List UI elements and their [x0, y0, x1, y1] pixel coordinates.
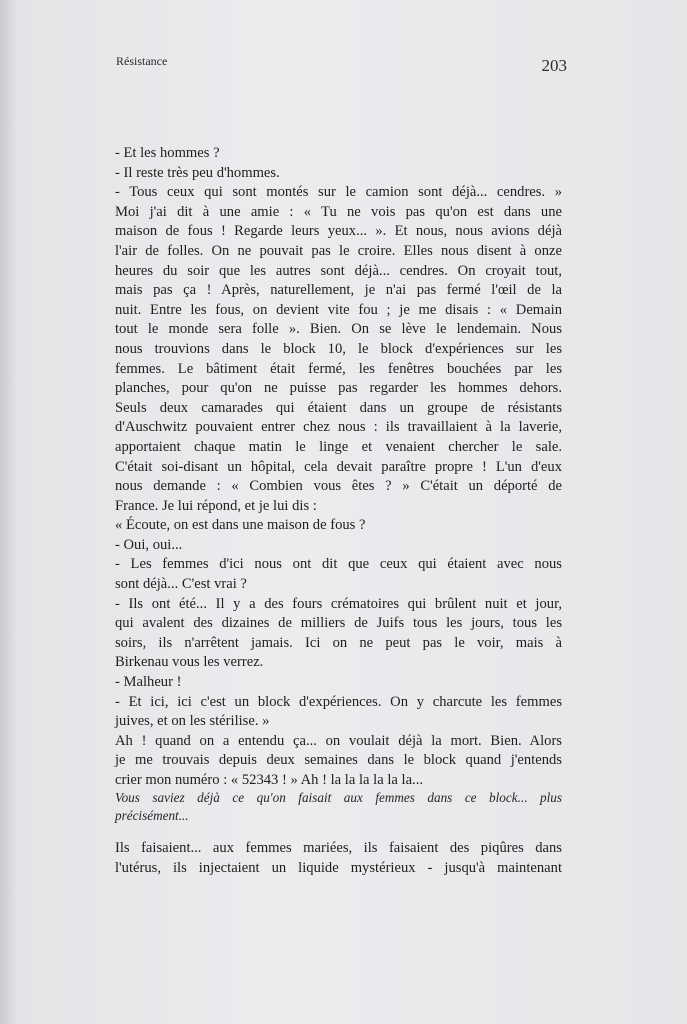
text-line: je me trouvais depuis deux semaines dans le block quand j'entends: [115, 752, 562, 769]
text-line: tout le monde sera folle ». Bien. On se lève le lendemain. Nous: [115, 321, 562, 338]
text-line: - Et les hommes ?: [115, 145, 220, 161]
text-line: d'Auschwitz pouvaient entrer chez nous : ils travaillaient à la laverie,: [115, 419, 562, 436]
text-line: précisément...: [115, 808, 189, 823]
text-line: nous demande : « Combien vous êtes ? » C'était un déporté de: [115, 478, 562, 495]
text-line: l'utérus, ils injectaient un liquide mystérieux - jusqu'à maintenant: [115, 859, 562, 876]
text-line: heures du soir que les autres sont déjà... cendres. On croyait tout,: [115, 262, 562, 279]
text-line: qui avalent des dizaines de milliers de Juifs tous les jours, tous les: [115, 615, 562, 632]
text-line: maison de fous ! Regarde leurs yeux... ». Et nous, nous avions déjà: [115, 223, 562, 240]
text-line: - Tous ceux qui sont montés sur le camion sont déjà... cendres. »: [115, 184, 562, 201]
text-line: Vous saviez déjà ce qu'on faisait aux femmes dans ce block... plus: [115, 790, 562, 805]
answer-text: [115, 839, 562, 878]
text-line: crier mon numéro : « 52343 ! » Ah ! la la la la la la...: [115, 772, 424, 788]
text-line: soirs, ils n'arrêtent jamais. Ici on ne peut pas le voir, mais à: [115, 634, 562, 651]
text-line: Ils faisaient... aux femmes mariées, ils faisaient des piqûres dans: [115, 840, 562, 856]
text-line: - Malheur !: [115, 674, 182, 691]
text-line: nous trouvions dans le block 10, le block d'expériences sur les: [115, 340, 562, 357]
page-number: 203: [541, 56, 567, 75]
text-line: Ah ! quand on a entendu ça... on voulait déjà la mort. Bien. Alors: [115, 732, 562, 749]
text-line: juives, et on les stérilise. »: [115, 713, 270, 730]
text-line: « Écoute, on est dans une maison de fous ?: [115, 517, 366, 534]
text-line: sont déjà... C'est vrai ?: [115, 576, 247, 593]
text-line: - Il reste très peu d'hommes.: [115, 164, 280, 181]
text-line: Birkenau vous les verrez.: [115, 654, 264, 671]
text-line: C'était soi-disant un hôpital, cela devait paraître propre ! L'un d'eux: [115, 458, 562, 475]
text-line: femmes. Le bâtiment était fermé, les fenêtres bouchées par les: [115, 360, 562, 377]
text-line: mais pas ça ! Après, naturellement, je n'ai pas fermé l'œil de la: [115, 282, 562, 299]
interviewer-question: [115, 789, 562, 825]
text-line: nuit. Entre les fous, on devient vite fou ; je me disais : « Demain: [115, 301, 562, 318]
spine-shadow: [0, 0, 18, 1024]
text-line: Moi j'ai dit à une amie : « Tu ne vois pas qu'on est dans une: [115, 203, 562, 220]
text-line: France. Je lui répond, et je lui dis :: [115, 497, 317, 514]
text-line: - Oui, oui...: [115, 536, 183, 553]
text-line: - Et ici, ici c'est un block d'expériences. On y charcute les femmes: [115, 693, 562, 710]
text-line: - Les femmes d'ici nous ont dit que ceux qui étaient avec nous: [115, 556, 562, 573]
body-text: [115, 144, 562, 791]
running-head: Résistance: [116, 54, 168, 68]
text-line: Seuls deux camarades qui étaient dans un groupe de résistants: [115, 399, 562, 416]
text-line: planches, pour qu'on ne puisse pas regarder les hommes dehors.: [115, 380, 562, 397]
text-line: l'air de folles. On ne pouvait pas le croire. Elles nous disent à onze: [115, 242, 562, 259]
text-line: - Ils ont été... Il y a des fours crématoires qui brûlent nuit et jour,: [115, 595, 562, 612]
text-line: apportaient chaque matin le linge et venaient chercher le sale.: [115, 438, 562, 455]
